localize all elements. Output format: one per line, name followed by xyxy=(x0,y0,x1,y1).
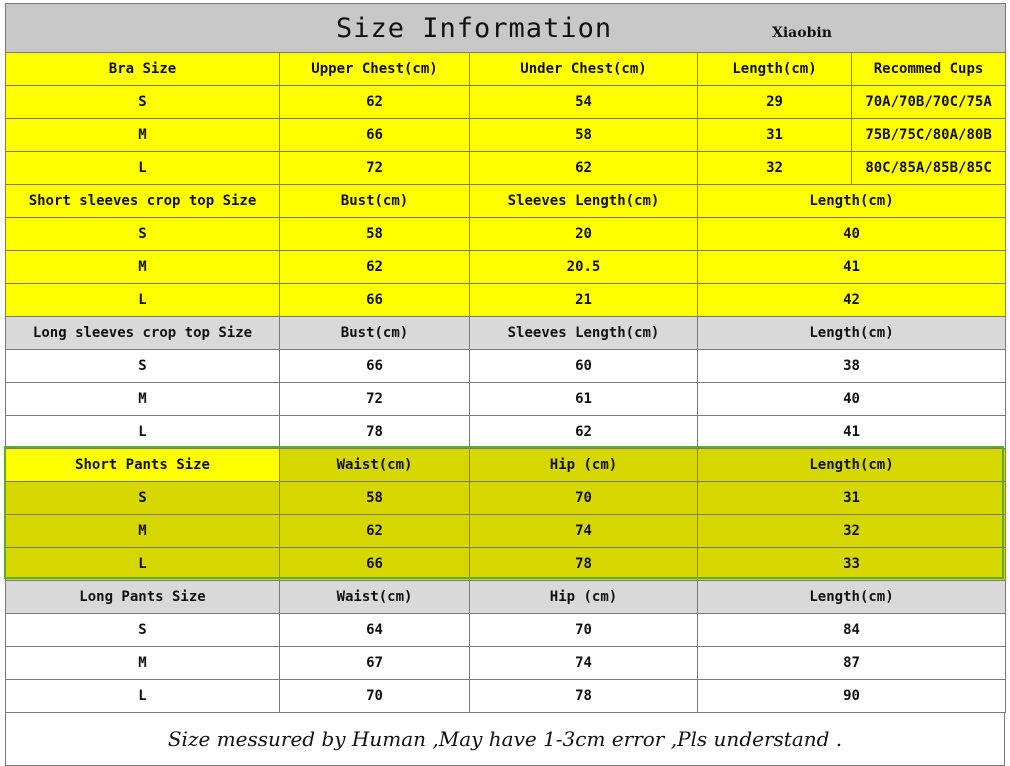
bra-header-length: Length(cm) xyxy=(698,53,852,86)
table-cell: 78 xyxy=(470,548,698,581)
table-row xyxy=(6,680,1006,713)
table-cell: M xyxy=(6,647,280,680)
table-cell: L xyxy=(6,152,280,185)
bra-header-upper-chest: Upper Chest(cm) xyxy=(280,53,470,86)
table-cell: S xyxy=(6,482,280,515)
table-cell: 70 xyxy=(470,482,698,515)
table-cell: 32 xyxy=(698,152,852,185)
short-pants-header-waist: Waist(cm) xyxy=(280,449,470,482)
short-pants-header-length: Length(cm) xyxy=(698,449,1006,482)
table-cell: 66 xyxy=(280,350,470,383)
table-cell: 20 xyxy=(470,218,698,251)
table-cell: M xyxy=(6,383,280,416)
table-cell: 32 xyxy=(698,515,1006,548)
table-cell: L xyxy=(6,416,280,449)
table-cell: 72 xyxy=(280,383,470,416)
table-cell: 58 xyxy=(470,119,698,152)
table-row xyxy=(6,416,1006,449)
short-top-header-bust: Bust(cm) xyxy=(280,185,470,218)
table-cell: 54 xyxy=(470,86,698,119)
table-row xyxy=(6,482,1006,515)
table-cell: 62 xyxy=(470,152,698,185)
table-row xyxy=(6,284,1006,317)
table-cell: S xyxy=(6,218,280,251)
short-pants-header-size: Short Pants Size xyxy=(6,449,280,482)
table-cell: 80C/85A/85B/85C xyxy=(852,152,1006,185)
table-row xyxy=(6,548,1006,581)
table-cell: 62 xyxy=(470,416,698,449)
table-row xyxy=(6,218,1006,251)
table-cell: M xyxy=(6,119,280,152)
table-cell: 64 xyxy=(280,614,470,647)
table-cell: M xyxy=(6,515,280,548)
table-cell: 33 xyxy=(698,548,1006,581)
table-cell: 87 xyxy=(698,647,1006,680)
table-cell: M xyxy=(6,251,280,284)
size-table xyxy=(5,3,1006,713)
table-cell: 74 xyxy=(470,647,698,680)
long-pants-header-row xyxy=(6,581,1006,614)
table-cell: 60 xyxy=(470,350,698,383)
long-pants-header-waist: Waist(cm) xyxy=(280,581,470,614)
table-cell: 78 xyxy=(280,416,470,449)
table-cell: 31 xyxy=(698,119,852,152)
table-cell: 66 xyxy=(280,119,470,152)
table-cell: 40 xyxy=(698,383,1006,416)
short-pants-header-row xyxy=(6,449,1006,482)
table-cell: 21 xyxy=(470,284,698,317)
long-pants-header-length: Length(cm) xyxy=(698,581,1006,614)
table-cell: 61 xyxy=(470,383,698,416)
table-row xyxy=(6,152,1006,185)
short-top-header-size: Short sleeves crop top Size xyxy=(6,185,280,218)
table-cell: S xyxy=(6,614,280,647)
bra-header-cups: Recommed Cups xyxy=(852,53,1006,86)
table-cell: 78 xyxy=(470,680,698,713)
table-row xyxy=(6,251,1006,284)
table-cell: S xyxy=(6,86,280,119)
size-footnote: Size messured by Human ,May have 1-3cm error ,Pls understand . xyxy=(5,712,1005,766)
short-top-header-row xyxy=(6,185,1006,218)
table-cell: L xyxy=(6,680,280,713)
table-cell: 84 xyxy=(698,614,1006,647)
table-cell: 38 xyxy=(698,350,1006,383)
table-row xyxy=(6,119,1006,152)
short-top-header-sleeves: Sleeves Length(cm) xyxy=(470,185,698,218)
long-pants-header-size: Long Pants Size xyxy=(6,581,280,614)
table-cell: 31 xyxy=(698,482,1006,515)
long-pants-header-hip: Hip (cm) xyxy=(470,581,698,614)
table-cell: 29 xyxy=(698,86,852,119)
table-cell: 58 xyxy=(280,218,470,251)
short-pants-header-hip: Hip (cm) xyxy=(470,449,698,482)
table-cell: 72 xyxy=(280,152,470,185)
table-cell: 75B/75C/80A/80B xyxy=(852,119,1006,152)
table-cell: L xyxy=(6,548,280,581)
bra-header-row xyxy=(6,53,1006,86)
table-row xyxy=(6,515,1006,548)
table-cell: 58 xyxy=(280,482,470,515)
brand-label: Xiaobin xyxy=(772,25,832,41)
table-cell: 66 xyxy=(280,548,470,581)
table-cell: 62 xyxy=(280,515,470,548)
title-bar xyxy=(6,4,1006,53)
bra-header-under-chest: Under Chest(cm) xyxy=(470,53,698,86)
table-cell: 62 xyxy=(280,251,470,284)
table-cell: 70A/70B/70C/75A xyxy=(852,86,1006,119)
table-row xyxy=(6,86,1006,119)
short-top-header-length: Length(cm) xyxy=(698,185,1006,218)
table-cell: 42 xyxy=(698,284,1006,317)
page-title: Size Information xyxy=(336,13,613,44)
table-cell: 20.5 xyxy=(470,251,698,284)
table-cell: 40 xyxy=(698,218,1006,251)
long-top-header-bust: Bust(cm) xyxy=(280,317,470,350)
long-top-header-length: Length(cm) xyxy=(698,317,1006,350)
table-cell: 70 xyxy=(470,614,698,647)
table-cell: S xyxy=(6,350,280,383)
table-cell: 62 xyxy=(280,86,470,119)
table-row xyxy=(6,647,1006,680)
table-cell: L xyxy=(6,284,280,317)
table-cell: 74 xyxy=(470,515,698,548)
table-cell: 41 xyxy=(698,416,1006,449)
table-cell: 41 xyxy=(698,251,1006,284)
table-row xyxy=(6,614,1006,647)
long-top-header-size: Long sleeves crop top Size xyxy=(6,317,280,350)
long-top-header-sleeves: Sleeves Length(cm) xyxy=(470,317,698,350)
table-cell: 70 xyxy=(280,680,470,713)
table-cell: 90 xyxy=(698,680,1006,713)
table-row xyxy=(6,350,1006,383)
bra-header-size: Bra Size xyxy=(6,53,280,86)
table-cell: 67 xyxy=(280,647,470,680)
table-row xyxy=(6,383,1006,416)
table-cell: 66 xyxy=(280,284,470,317)
long-top-header-row xyxy=(6,317,1006,350)
